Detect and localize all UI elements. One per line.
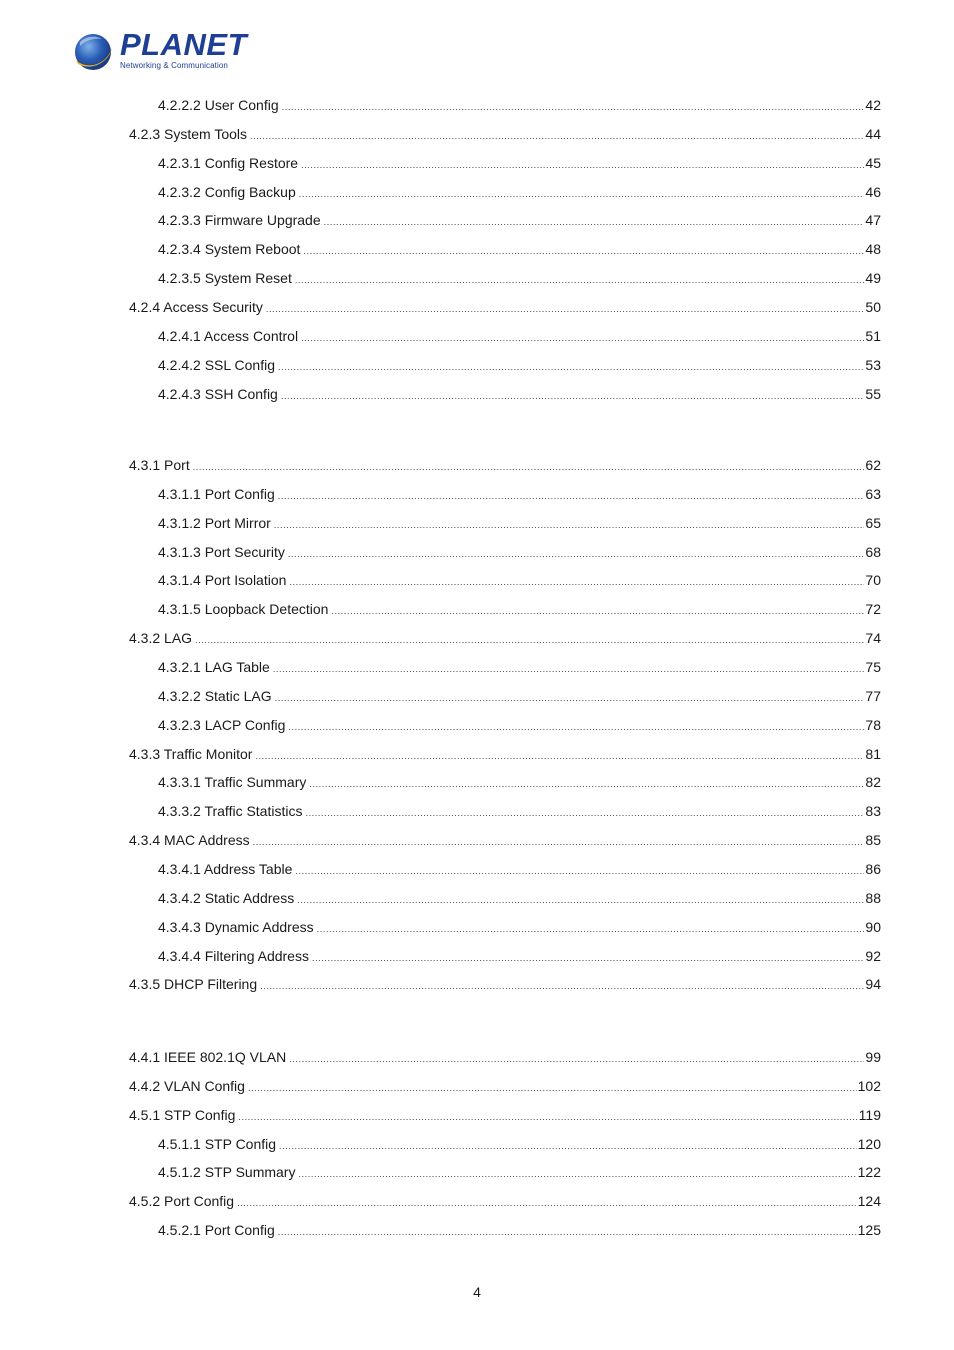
toc-leader-dots [301,331,864,345]
toc-entry-title: 4.3.1.2 Port Mirror [158,514,271,531]
toc-leader-dots [295,273,865,287]
brand-tagline: Networking & Communication [120,61,228,70]
toc-entry-title: 4.3.1.3 Port Security [158,543,285,560]
toc-entry-page: 125 [857,1222,881,1239]
toc-entry-title: 4.3.4.4 Filtering Address [158,947,309,964]
toc-entry[interactable] [158,238,881,258]
toc-entry-page: 70 [865,572,881,589]
toc-entry-page: 48 [865,241,881,258]
toc-entry-page: 119 [858,1106,881,1123]
toc-leader-dots [297,893,864,907]
toc-entry[interactable] [158,152,881,172]
toc-entry-title: 4.2.3.2 Config Backup [158,183,296,200]
toc-entry-title: 4.3.4.3 Dynamic Address [158,918,314,935]
toc-leader-dots [278,489,865,503]
toc-leader-dots [253,835,865,849]
toc-leader-dots [309,777,864,791]
toc-leader-dots [303,244,864,258]
toc-leader-dots [324,215,865,229]
toc-entry-page: 86 [865,860,881,877]
toc-entry[interactable] [158,181,881,201]
toc-entry[interactable] [158,325,881,345]
toc-leader-dots [266,302,865,316]
toc-entry-page: 94 [865,976,881,993]
toc-leader-dots [250,129,864,143]
toc-entry-title: 4.3.4.1 Address Table [158,860,293,877]
toc-entry-page: 72 [865,601,881,618]
toc-leader-dots [317,922,865,936]
toc-leader-dots [237,1196,857,1210]
toc-leader-dots [289,575,864,589]
toc-entry[interactable] [158,512,881,532]
toc-entry[interactable] [158,800,881,820]
toc-entry[interactable] [158,569,881,589]
toc-leader-dots [282,100,865,114]
toc-entry-title: 4.2.3.3 Firmware Upgrade [158,212,321,229]
toc-entry-title: 4.3.2.1 LAG Table [158,659,270,675]
toc-entry[interactable] [129,627,881,647]
toc-entry[interactable] [158,714,881,734]
toc-leader-dots [331,604,864,618]
toc-entry-title: 4.3.4 MAC Address [129,832,250,848]
toc-entry-page: 42 [865,97,881,113]
toc-leader-dots [289,1052,864,1066]
toc-entry-page: 102 [857,1077,881,1094]
toc-entry-title: 4.3.2.2 Static LAG [158,687,272,704]
toc-leader-dots [255,749,864,763]
toc-leader-dots [288,720,864,734]
globe-icon [72,30,114,74]
toc-entry-title: 4.2.3.4 System Reboot [158,241,301,258]
toc-entry[interactable] [158,483,881,503]
toc-entry[interactable] [158,1161,881,1181]
toc-entry-title: 4.2.4 Access Security [129,299,263,315]
toc-entry[interactable] [158,94,881,114]
toc-entry[interactable] [129,829,881,849]
toc-entry-title: 4.3.2 LAG [129,630,193,647]
page-number: 4 [473,1284,481,1300]
toc-entry-title: 4.2.2.2 User Config [158,97,279,113]
toc-leader-dots [288,547,865,561]
toc-leader-dots [299,187,865,201]
toc-entry-title: 4.3.1.1 Port Config [158,485,275,502]
toc-entry-page: 124 [857,1193,881,1210]
toc-entry[interactable] [158,598,881,618]
toc-entry[interactable] [158,771,881,791]
toc-entry[interactable] [158,267,881,287]
toc-entry-title: 4.4.2 VLAN Config [129,1077,245,1094]
toc-entry[interactable] [129,1104,881,1124]
toc-entry-page: 62 [865,457,881,473]
toc-entry[interactable] [158,916,881,936]
toc-entry-title: 4.2.3.5 System Reset [158,270,292,287]
toc-leader-dots [238,1110,857,1124]
toc-leader-dots [248,1081,857,1095]
toc-entry-title: 4.5.2 Port Config [129,1193,235,1210]
toc-entry-title: 4.3.3.1 Traffic Summary [158,774,307,791]
toc-entry-page: 53 [865,356,881,373]
toc-entry[interactable] [158,1219,881,1239]
toc-entry-page: 88 [865,889,881,906]
toc-leader-dots [193,460,865,474]
toc-entry-title: 4.3.2.3 LACP Config [158,716,286,733]
toc-entry-page: 55 [865,385,881,402]
toc-entry-page: 75 [865,659,881,675]
toc-entry-title: 4.3.4.2 Static Address [158,889,295,906]
toc-entry[interactable] [158,541,881,561]
toc-entry[interactable] [158,209,881,229]
toc-entry-title: 4.2.3 System Tools [129,125,248,142]
toc-entry[interactable] [129,1075,881,1095]
toc-entry-title: 4.2.3.1 Config Restore [158,154,299,171]
toc-entry-title: 4.3.5 DHCP Filtering [129,976,258,993]
toc-leader-dots [274,518,865,532]
brand-name: PLANET [120,27,247,62]
toc-entry[interactable] [158,858,881,878]
toc-entry-page: 77 [865,687,881,704]
toc-entry-title: 4.5.1.2 STP Summary [158,1164,296,1181]
toc-entry-page: 82 [865,774,881,791]
toc-entry-page: 85 [865,832,881,848]
toc-leader-dots [312,951,864,965]
toc-entry-page: 78 [865,716,881,733]
toc-entry-title: 4.4.1 IEEE 802.1Q VLAN [129,1049,287,1065]
toc-entry-page: 68 [865,543,881,560]
toc-entry-page: 49 [865,270,881,287]
toc-entry-title: 4.5.2.1 Port Config [158,1222,275,1239]
toc-entry-page: 90 [865,918,881,935]
toc-entry[interactable] [158,1133,881,1153]
toc-entry[interactable] [129,973,881,993]
toc-leader-dots [278,1225,857,1239]
toc-entry[interactable] [129,1046,881,1066]
toc-entry[interactable] [158,354,881,374]
toc-leader-dots [275,691,865,705]
toc-entry-page: 74 [865,630,881,647]
toc-entry[interactable] [158,685,881,705]
toc-entry-page: 45 [865,154,881,171]
toc-entry-page: 46 [865,183,881,200]
toc-entry-title: 4.2.4.2 SSL Config [158,356,276,373]
toc-leader-dots [281,389,865,403]
toc-leader-dots [260,979,864,993]
toc-entry[interactable] [158,383,881,403]
toc-entry-page: 65 [865,514,881,531]
toc-leader-dots [301,158,864,172]
toc-entry-title: 4.3.3 Traffic Monitor [129,745,253,762]
toc-entry-page: 63 [865,485,881,502]
toc-entry-title: 4.2.4.3 SSH Config [158,385,278,402]
toc-entry-page: 92 [865,947,881,964]
toc-leader-dots [305,806,864,820]
toc-leader-dots [295,864,864,878]
toc-leader-dots [298,1167,856,1181]
toc-entry-title: 4.3.3.2 Traffic Statistics [158,803,303,820]
toc-entry[interactable] [129,123,881,143]
toc-entry-title: 4.2.4.1 Access Control [158,327,299,344]
toc-entry-page: 50 [865,299,881,315]
toc-entry-page: 120 [857,1135,881,1152]
toc-entry-title: 4.3.1.4 Port Isolation [158,572,287,589]
toc-leader-dots [195,633,864,647]
toc-entry[interactable] [129,743,881,763]
planet-logo [72,27,247,74]
toc-entry-page: 47 [865,212,881,229]
toc-entry-page: 81 [865,745,881,762]
toc-leader-dots [279,1139,857,1153]
toc-entry[interactable] [129,296,881,316]
toc-leader-dots [278,360,864,374]
toc-entry-page: 83 [865,803,881,820]
toc-leader-dots [273,662,865,676]
toc-entry-page: 99 [865,1049,881,1065]
toc-entry[interactable] [158,656,881,676]
toc-entry[interactable] [158,887,881,907]
toc-entry-page: 44 [865,125,881,142]
toc-entry[interactable] [158,945,881,965]
toc-entry-page: 122 [857,1164,881,1181]
toc-entry-title: 4.5.1.1 STP Config [158,1135,277,1152]
toc-entry-title: 4.3.1.5 Loopback Detection [158,601,329,618]
toc-entry-title: 4.5.1 STP Config [129,1106,236,1123]
toc-entry-page: 51 [865,327,881,344]
toc-entry[interactable] [129,1190,881,1210]
toc-entry-title: 4.3.1 Port [129,457,190,473]
toc-entry[interactable] [129,454,881,474]
